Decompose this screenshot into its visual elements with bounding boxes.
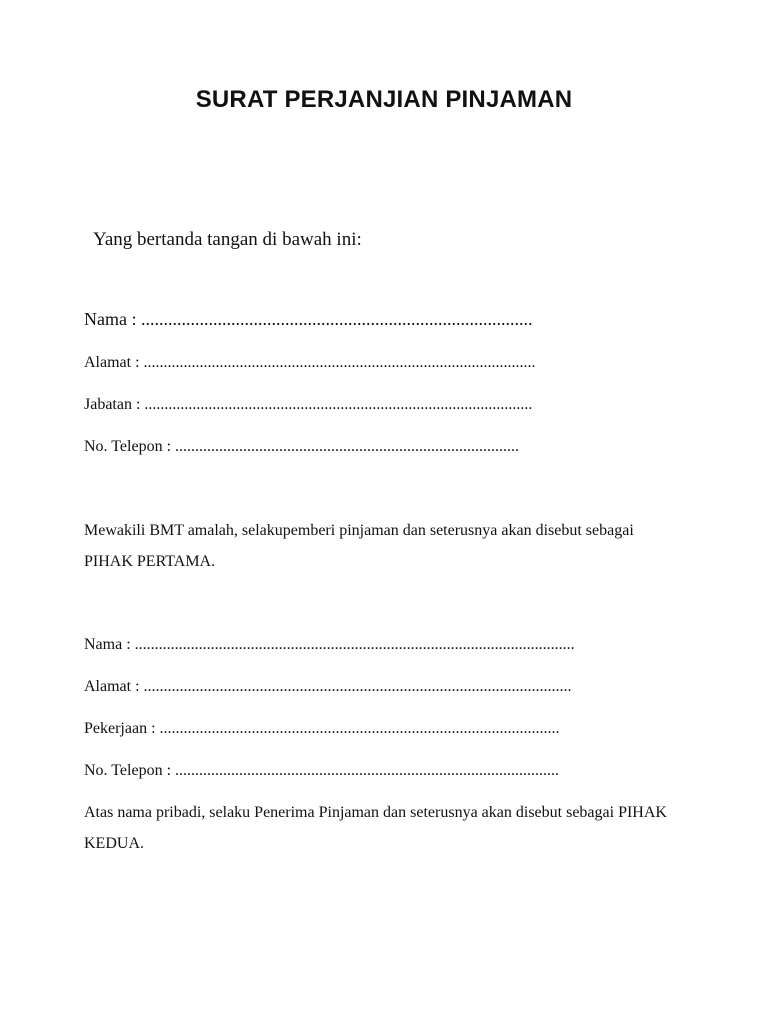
- first-party-alamat-field: Alamat : ..................................................................................................: [84, 354, 536, 371]
- first-party-paragraph: Mewakili BMT amalah, selakupemberi pinjaman dan seterusnya akan disebut sebagai PIHAK PERTAMA.: [84, 522, 634, 570]
- second-party-alamat-field: Alamat : ...........................................................................................................: [84, 678, 572, 695]
- second-party-telepon-field: No. Telepon : ................................................................................................: [84, 762, 560, 779]
- second-party-pekerjaan-field: Pekerjaan : ....................................................................................................: [84, 720, 560, 737]
- first-party-jabatan-field: Jabatan : .................................................................................................: [84, 396, 533, 413]
- intro-text: Yang bertanda tangan di bawah ini:: [93, 229, 362, 250]
- second-party-paragraph: Atas nama pribadi, selaku Penerima Pinjaman dan seterusnya akan disebut sebagai PIHAK KEDUA.: [84, 804, 667, 852]
- second-party-nama-field: Nama : ..............................................................................................................: [84, 636, 575, 653]
- document-title: SURAT PERJANJIAN PINJAMAN: [195, 86, 573, 113]
- first-party-nama-field: Nama : .......................................................................................: [84, 309, 533, 329]
- first-party-telepon-field: No. Telepon : ......................................................................................: [84, 438, 520, 455]
